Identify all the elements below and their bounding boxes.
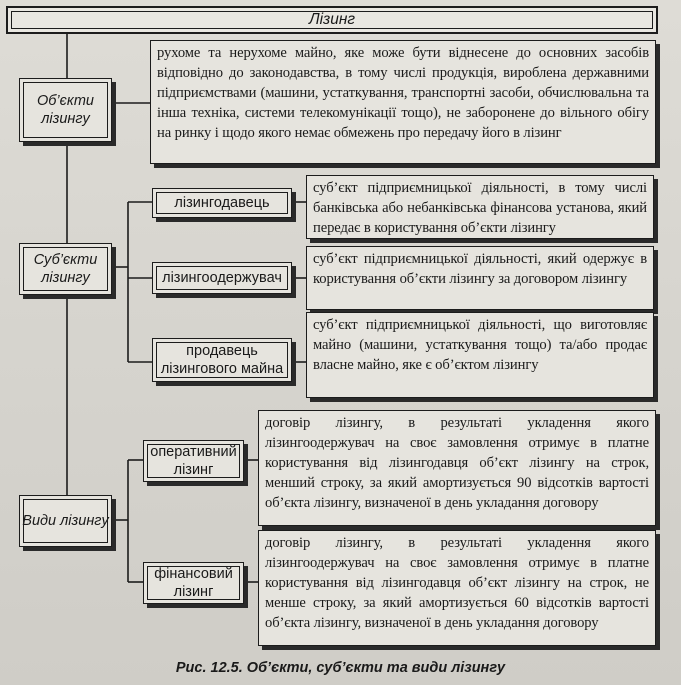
subject-description-seller — [306, 312, 654, 398]
subject-item-label: лізингоодержувач — [162, 270, 282, 286]
subject-description: суб’єкт підприємницької діяльності, що виготовляє майно (машини, устаткування тощо) та/або продає власне майно, яке є об’єктом лізингу — [313, 317, 647, 373]
diagram-title-box — [6, 6, 658, 34]
subject-item-lessor — [152, 188, 292, 218]
objects-label: Об’єкти лізингу — [37, 93, 94, 127]
subjects-label: Суб’єкти лізингу — [33, 252, 98, 286]
diagram-title: Лізинг — [11, 11, 653, 29]
subject-item-seller — [152, 338, 292, 382]
type-item-label: фінансовий лізинг — [154, 566, 233, 600]
types-label-box — [19, 495, 112, 547]
subject-description-lessee — [306, 246, 654, 310]
objects-label-box — [19, 78, 112, 142]
subject-description: суб’єкт підприємницької діяльності, в тому числі банківська або небанківська фінансова установа, який передає в користування об’єкти лізингу — [313, 180, 647, 236]
type-item-operating — [143, 440, 244, 482]
objects-description: рухоме та нерухоме майно, яке може бути віднесене до основних засобів відповідно до законодавства, в тому числі продукція, вироблена державними підприємствами (машини, устаткування, транспортні засоби, обчислювальна та інша техніка, системи телекомунікації тощо), не заборонене до вільного обігу на ринку і щодо якого немає обмежень про передачу його в лізинг — [157, 45, 649, 141]
subject-item-label: лізингодавець — [174, 195, 270, 211]
type-description: договір лізингу, в результаті укладення якого лізингоодержувач на своє замовлення отримує в платне користування від лізингодавця об’єкт лізингу на строк, менший строку, за який амортизується 90 відсотків вартості об’єкта лізингу, визначеної в день укладання договору — [265, 415, 649, 511]
subjects-label-box — [19, 243, 112, 295]
types-label: Види лізингу — [22, 513, 109, 529]
subject-description: суб’єкт підприємницької діяльності, який одержує в користування об’єкти лізингу за договором лізингу — [313, 251, 647, 287]
subject-item-label: продавець лізингового майна — [160, 343, 284, 377]
type-item-financial — [143, 562, 244, 604]
type-description-operating — [258, 410, 656, 526]
subject-item-lessee — [152, 262, 292, 294]
subject-description-lessor — [306, 175, 654, 239]
figure-caption: Рис. 12.5. Об’єкти, суб’єкти та види лізингу — [175, 660, 506, 676]
type-description: договір лізингу, в результаті укладення якого лізингоодержувач на своє замовлення отримує в платне користування від лізингодавця об’єкт лізингу на строк, не менше строку, за який амортизується 60 відсотків вартості об’єкта лізингу, визначеної в день укладання договору — [265, 535, 649, 631]
type-item-label: оперативний лізинг — [150, 444, 237, 478]
objects-description-box — [150, 40, 656, 164]
type-description-financial — [258, 530, 656, 646]
